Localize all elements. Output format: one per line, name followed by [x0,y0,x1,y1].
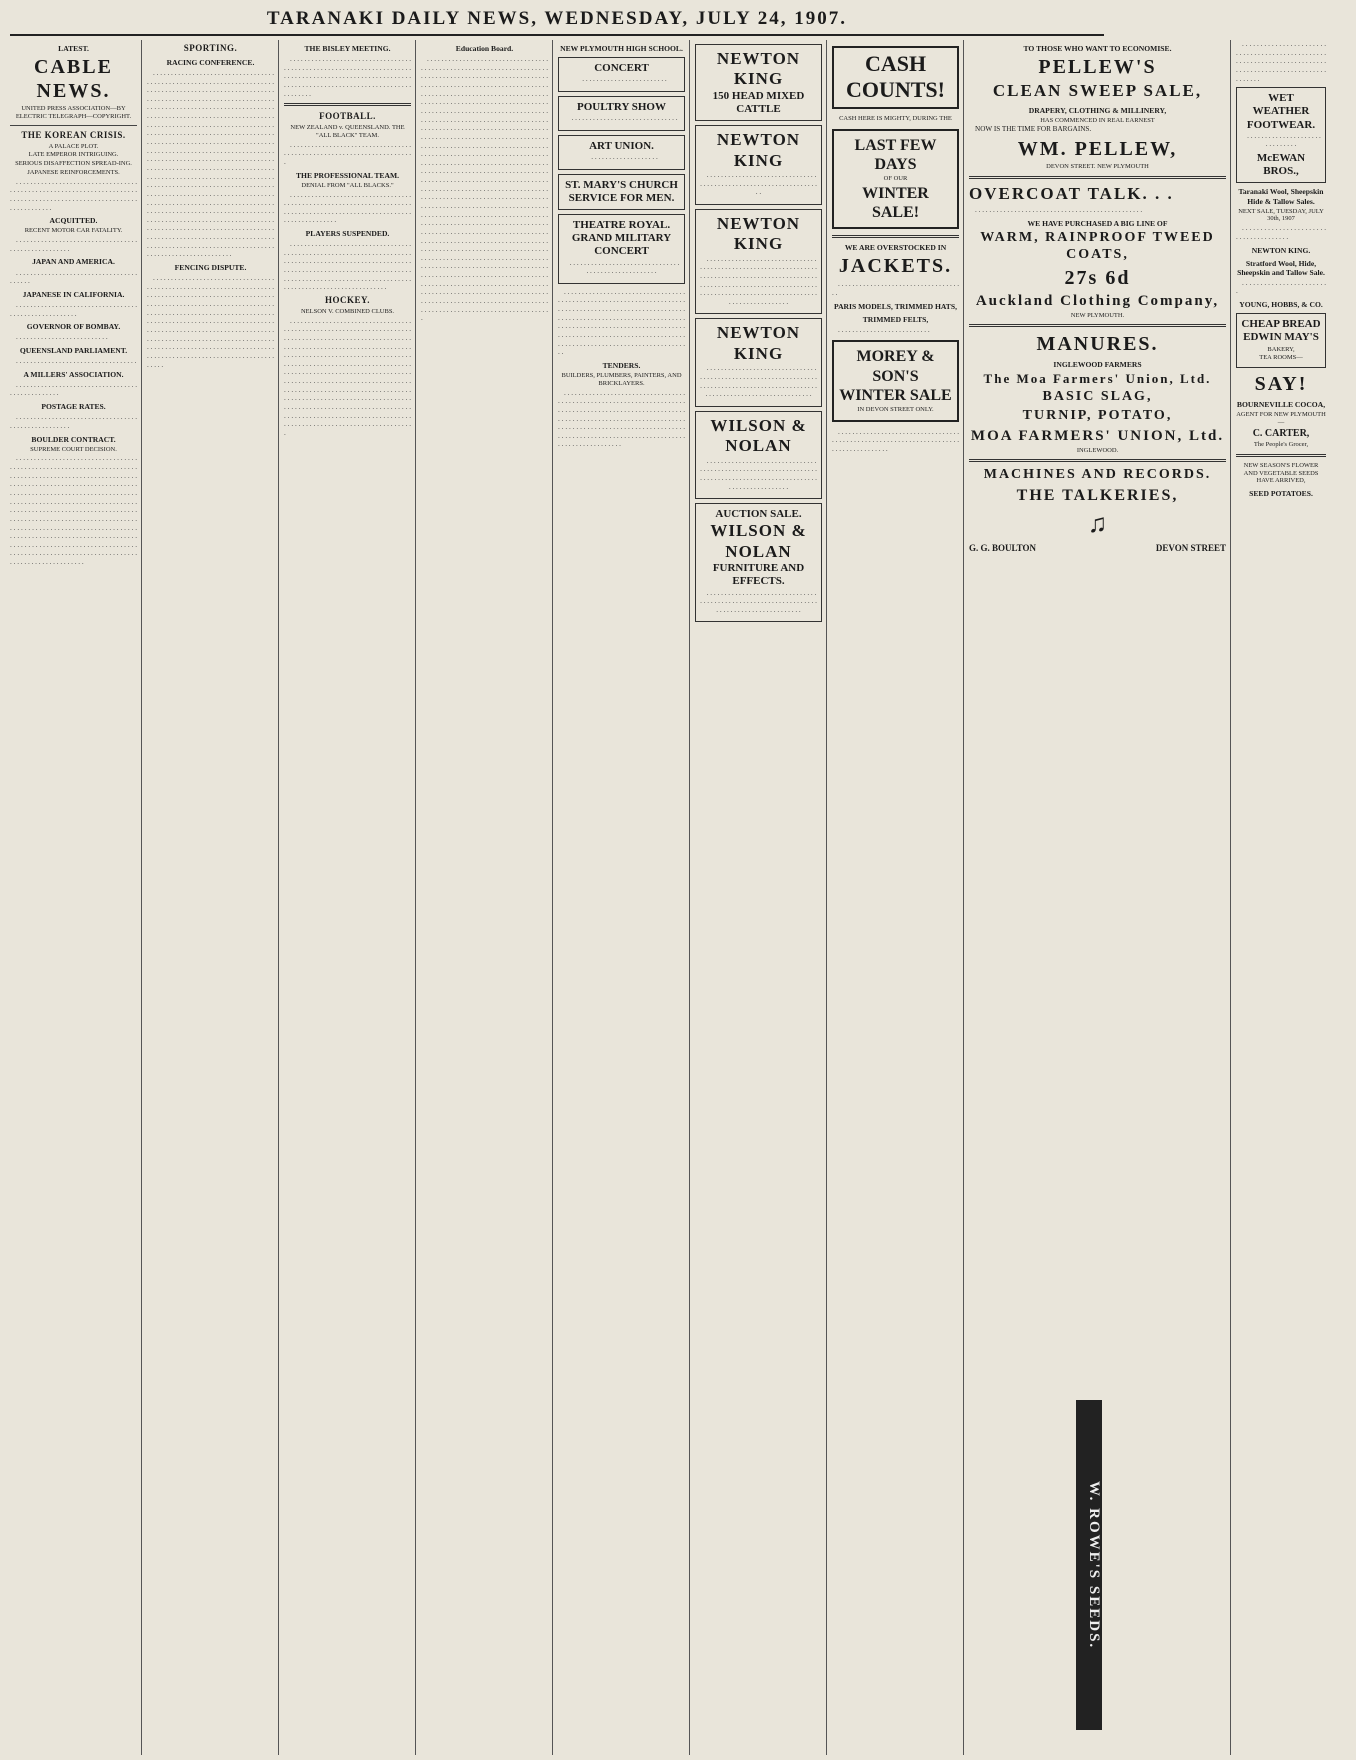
nelson-subheading: NELSON V. COMBINED CLUBS. [300,307,395,315]
clean-sweep-heading: CLEAN SWEEP SALE, [992,81,1203,101]
cable-news-heading: CABLE NEWS. [34,56,113,103]
overcoat-talk: OVERCOAT TALK. . . [969,183,1174,203]
professional-team-heading: THE PROFESSIONAL TEAM. [295,170,400,180]
overstocked-heading: WE ARE OVERSTOCKED IN [844,243,947,253]
sporting-heading: SPORTING. [183,43,238,53]
drapery-heading: DRAPERY, CLOTHING & MILLINERY, [1028,105,1167,115]
poultry-title: POULTRY SHOW [577,100,666,113]
footwear-ad: WET WEATHER FOOTWEAR. . . . . . . . . . . . . . . . . . . . . . . . . . . . . . . McEWAN BROS., [1236,87,1326,183]
tea-rooms: TEA ROOMS— [1259,354,1303,362]
cattle-title: 150 HEAD MIXED CATTLE [712,89,805,115]
say-heading: SAY! [1254,373,1308,396]
wool-sale-heading: Taranaki Wool, Sheepskin Hide & Tallow Sales. [1238,187,1324,206]
column-1: LATEST. CABLE NEWS. UNITED PRESS ASSOCIATION—BY ELECTRIC TELEGRAPH—COPYRIGHT. THE KOREAN CRISIS. A PALACE PLOT. LATE EMPEROR INTRIGUING. SERIOUS DISAFFECTION SPREAD-ING. JAPANESE REINFORCEMENTS. . . . . . . . . . . . . . . . . . . . . . . . . . . . . . . . . . . . . . . . . . . . . . . . . . . . . . . . . . . . . . . . . . . . . . . . . . . . . . . . . . . . . . . . . . . . . . . . . . . . . . . . . . . . . . . . . . . . . ACQUITTED. RECENT MOTOR CAR FATALITY. . . . . . . . . . . . . . . . . . . . . . . . . . . . . . . . . . . . . . . . . . . . . . . . . . . . JAPAN AND AMERICA. . . . . . . . . . . . . . . . . . . . . . . . . . . . . . . . . . . . . . . . . JAPANESE IN CALIFORNIA. . . . . . . . . . . . . . . . . . . . . . . . . . . . . . . . . . . . . . . . . . . . . . . . . . . . . . GOVERNOR OF BOMBAY. . . . . . . . . . . . . . . . . . . . . . . . . . . QUEENSLAND PARLIAMENT. . . . . . . . . . . . . . . . . . . . . . . . . . . . . . . . . . . A MILLERS' ASSOCIATION. . . . . . . . . . . . . . . . . . . . . . . . . . . . . . . . . . . . . . . . . . . . . . . . . POSTAGE RATES. . . . . . . . . . . . . . . . . . . . . . . . . . . . . . . . . . . . . . . . . . . . . . . . . . . . BOULDER CONTRACT. SUPREME COURT DECISION. . . . . . . . . . . . . . . . . . . . . . . . . . . . . . . . . . . . . . . . . . . . . . . . . . . . . . . . . . . . . . . . . . . . . . . . . . . . . . . . . . . . . . . . . . . . . . . . . . . . . . . . . . . . . . . . . . . . . . . . . . . . . . . . . . . . . . . . . . . . . . . . . . . . . . . . . . . . . . . . . . . . . . . . . . . . . . . . . . . . . . . . . . . . . . . . . . . . . . . . . . . . . . . . . . . . . . . . . . . . . . . . . . . . . . . . . . . . . . . . . . . . . . . . . . . . . . . . . . . . . . . . . . . . . . . . . . . . . . . . . . . . . . . . . . . . . . . . . . . . . . . . . . . . . . . . . . . . . . . . . . . . . . . . . . . . . . . . . . . . . . . . . . . . . . . . . . . . . . . . . . . . . . . . . . . . . . . . . . . . . . . . . . . . . . . . . . . . . . . . . . . . . . . . . . . . . . . . . . . . . . . . . . . . . . . . . . . . . . . . . [10,40,142,1755]
column-5: NEW PLYMOUTH HIGH SCHOOL. CONCERT . . . . . . . . . . . . . . . . . . . . . . . . POULTRY SHOW . . . . . . . . . . . . . . . . . . . . . . . . . . . . . . ART UNION. . . . . . . . . . . . . . . . . . . . ST. MARY'S CHURCH SERVICE FOR MEN. THEATRE ROYAL. GRAND MILITARY CONCERT . . . . . . . . . . . . . . . . . . . . . . . . . . . . . . . . . . . . . . . . . . . . . . . . . . . . . . . . . . . . . . . . . . . . . . . . . . . . . . . . . . . . . . . . . . . . . . . . . . . . . . . . . . . . . . . . . . . . . . . . . . . . . . . . . . . . . . . . . . . . . . . . . . . . . . . . . . . . . . . . . . . . . . . . . . . . . . . . . . . . . . . . . . . . . . . . . . . . . . . . . . . . . . . . . . . . . . . . . . . . . . . . . . . . . . . . . . . . . . . . . . . . . . . . . . . . . . . . . . . . . . . . . . . . . . . . . . . . . . . . . . . . . . . . . . . . . . . . . TENDERS. BUILDERS, PLUMBERS, PAINTERS, AND BRICKLAYERS. . . . . . . . . . . . . . . . . . . . . . . . . . . . . . . . . . . . . . . . . . . . . . . . . . . . . . . . . . . . . . . . . . . . . . . . . . . . . . . . . . . . . . . . . . . . . . . . . . . . . . . . . . . . . . . . . . . . . . . . . . . . . . . . . . . . . . . . . . . . . . . . . . . . . . . . . . . . . . . . . . . . . . . . . . . . . . . . . . . . . . . . . . . . . . . . . . . . . . . . . . . . . . . . . . . . . . . . . . . . . . . . . . . . [558,40,690,1755]
economise-heading: TO THOSE WHO WANT TO ECONOMISE. [1023,44,1172,53]
queensland-heading: QUEENSLAND PARLIAMENT. [19,345,128,355]
coat-price: 27s 6d [1064,266,1131,289]
military-concert-title: GRAND MILITARY CONCERT [571,232,672,258]
edwin-mays: EDWIN MAY'S [1243,331,1319,344]
latest-heading: LATEST. [58,44,89,53]
acquitted-subheading: RECENT MOTOR CAR FATALITY. [24,227,123,235]
wm-pellew: WM. PELLEW, [1017,138,1178,161]
column-4: Education Board. . . . . . . . . . . . . . . . . . . . . . . . . . . . . . . . . . . . . . . . . . . . . . . . . . . . . . . . . . . . . . . . . . . . . . . . . . . . . . . . . . . . . . . . . . . . . . . . . . . . . . . . . . . . . . . . . . . . . . . . . . . . . . . . . . . . . . . . . . . . . . . . . . . . . . . . . . . . . . . . . . . . . . . . . . . . . . . . . . . . . . . . . . . . . . . . . . . . . . . . . . . . . . . . . . . . . . . . . . . . . . . . . . . . . . . . . . . . . . . . . . . . . . . . . . . . . . . . . . . . . . . . . . . . . . . . . . . . . . . . . . . . . . . . . . . . . . . . . . . . . . . . . . . . . . . . . . . . . . . . . . . . . . . . . . . . . . . . . . . . . . . . . . . . . . . . . . . . . . . . . . . . . . . . . . . . . . . . . . . . . . . . . . . . . . . . . . . . . . . . . . . . . . . . . . . . . . . . . . . . . . . . . . . . . . . . . . . . . . . . . . . . . . . . . . . . . . . . . . . . . . . . . . . . . . . . . . . . . . . . . . . . . . . . . . . . . . . . . . . . . . . . . . . . . . . . . . . . . . . . . . . . . . . . . . . . . . . . . . . . . . . . . . . . . . . . . . . . . . . . . . . . . . . . . . . . . . . . . . . . . . . . . . . . . . . . . . . . . . . . . . . . . . . . . . . . . . . . . . . . . . . . . . . . . . . . . . . . . . . . . . . . . . . . . . . . . . . . . . . . . . . . . . . . . . . . . . . . . . . . . . . . . . . . . . . . . . . . . . . . . . . . . . . . . . . . . . . . . . . . . . . . . . . . . . . . . . . . . . . . . . . . . . . . . . . . . . . . . . . . . . . . . . . . . . . . . . . . . . . . . . . . . . . . . . . . . . . . . . . . . . . . . . . . . . . . . . . . . . . . . . . . . . . . . . . . . . . . . . . . . . . . . . . . . . . . . . . . . . . . . . . . . . . . . . . . . . . . . . . . . . . . . . . . . . . . . . . . . . . . . . . . . . . . . . . . . . . . . . . . . . . . . . . . . . . . . . . . . . . . . . . . . . . . . . . . . . . . . . . . . . . . . . . . . . . . . . . . . . . . . . . . . . . . . . . . . . . . . . . . . . . . . . . . . . . . . . . . . . . . . . . . . . . . . . . . . . . . . . . . . . . . . . . . . . . [421,40,553,1755]
auckland-location: NEW PLYMOUTH. [1070,311,1125,319]
jackets-heading: JACKETS. [838,255,953,278]
education-board-heading: Education Board. [455,44,514,53]
postage-heading: POSTAGE RATES. [41,402,106,412]
players-suspended-heading: PLAYERS SUSPENDED. [305,229,390,239]
boulton-name: G. G. BOULTON [969,542,1037,553]
japan-america-heading: JAPAN AND AMERICA. [32,257,115,267]
bourneville: BOURNEVILLE COCOA, [1236,400,1326,410]
cash-mighty-line: CASH HERE IS MIGHTY, DURING THE [839,114,952,122]
turnip-potato: TURNIP, POTATO, [1022,407,1173,423]
commenced-line: HAS COMMENCED IN REAL EARNEST [1040,116,1155,124]
column-6 [695,40,827,1755]
service-title: SERVICE FOR MEN. [568,191,675,204]
all-blacks-subheading: NEW ZEALAND v. QUEENSLAND. THE "ALL BLACK" TEAM. [290,124,405,139]
racing-conference-heading: RACING CONFERENCE. [166,57,255,67]
pellews-heading: PELLEW'S [1038,56,1157,79]
carter-name: C. CARTER, [1252,427,1310,439]
column-2: SPORTING. RACING CONFERENCE. . . . . . . . . . . . . . . . . . . . . . . . . . . . . . . . . . . . . . . . . . . . . . . . . . . . . . . . . . . . . . . . . . . . . . . . . . . . . . . . . . . . . . . . . . . . . . . . . . . . . . . . . . . . . . . . . . . . . . . . . . . . . . . . . . . . . . . . . . . . . . . . . . . . . . . . . . . . . . . . . . . . . . . . . . . . . . . . . . . . . . . . . . . . . . . . . . . . . . . . . . . . . . . . . . . . . . . . . . . . . . . . . . . . . . . . . . . . . . . . . . . . . . . . . . . . . . . . . . . . . . . . . . . . . . . . . . . . . . . . . . . . . . . . . . . . . . . . . . . . . . . . . . . . . . . . . . . . . . . . . . . . . . . . . . . . . . . . . . . . . . . . . . . . . . . . . . . . . . . . . . . . . . . . . . . . . . . . . . . . . . . . . . . . . . . . . . . . . . . . . . . . . . . . . . . . . . . . . . . . . . . . . . . . . . . . . . . . . . . . . . . . . . . . . . . . . . . . . . . . . . . . . . . . . . . . . . . . . . . . . . . . . . . . . . . . . . . . . . . . . . . . . . . . . . . . . . . . . . . . . . . . . . . . . . . . . . . . . . . . . . . . . . . . . . . . . . . . . . . . . . . . . . . . . . . . . . . . . . . . . . . . . . . . . . . . . . . . . . . . . . . . . . . . . . . . . . . . . . . . . . . . . . . . . . . . . . . . . . . . . . . . . . . . . . . . . . . . . . . . . . . . . . . . . . . . . . . . . . . . . . . . . . . . . . . . . . . . . . . . . . . . . . . . . . . . . . . . . . . . . . . . . . . . . . . . . . . . . . . . . . . . . . . . . . . . . . . . . . . FENCING DISPUTE. . . . . . . . . . . . . . . . . . . . . . . . . . . . . . . . . . . . . . . . . . . . . . . . . . . . . . . . . . . . . . . . . . . . . . . . . . . . . . . . . . . . . . . . . . . . . . . . . . . . . . . . . . . . . . . . . . . . . . . . . . . . . . . . . . . . . . . . . . . . . . . . . . . . . . . . . . . . . . . . . . . . . . . . . . . . . . . . . . . . . . . . . . . . . . . . . . . . . . . . . . . . . . . . . . . . . . . . . . . . . . . . . . . . . . . . . . . . . . . . . . . . . . . . . . . . . . . . . . . . . . . . . . . . . . . . . . . . . . . . . . . . . . . . . . . . . . . . . . . . . . . . . . . . . . . . . . . . . . . . . . . . . . . . . . . . . . . . . . . . . . . . . . . . . . . . . . . [147,40,279,1755]
art-union-title: ART UNION. [589,139,654,152]
poultry-ad: POULTRY SHOW . . . . . . . . . . . . . . . . . . . . . . . . . . . . . . [558,96,685,131]
column-8: TO THOSE WHO WANT TO ECONOMISE. PELLEW'S CLEAN SWEEP SALE, DRAPERY, CLOTHING & MILLINERY, HAS COMMENCED IN REAL EARNEST NOW IS THE TIME FOR BARGAINS. WM. PELLEW, DEVON STREET. NEW PLYMOUTH OVERCOAT TALK. . . . . . . . . . . . . . . . . . . . . . . . . . . . . . . . . . . . . . . . . . . . . . . . . . WE HAVE PURCHASED A BIG LINE OF WARM, RAINPROOF TWEED COATS, 27s 6d Auckland Clothing Company, NEW PLYMOUTH. MANURES. INGLEWOOD FARMERS The Moa Farmers' Union, Ltd. BASIC SLAG, TURNIP, POTATO, MOA FARMERS' UNION, Ltd. INGLEWOOD. MACHINES AND RECORDS. THE TALKERIES, ♫ G. G. BOULTON DEVON STREET [969,40,1231,1755]
wilson-nolan-title-2: WILSON & NOLAN [710,521,807,561]
purchased-heading: WE HAVE PURCHASED A BIG LINE OF [1027,218,1168,228]
furniture-title: FURNITURE AND EFFECTS. [712,562,805,588]
wilson-nolan-ad-1: WILSON & NOLAN . . . . . . . . . . . . . . . . . . . . . . . . . . . . . . . . . . . . . . . . . . . . . . . . . . . . . . . . . . . . . . . . . . . . . . . . . . . . . . . . . . . . . . . . . . . . . . . . . . . . . . . . . . . . . . . . . . [695,411,822,499]
art-union-ad: ART UNION. . . . . . . . . . . . . . . . . . . . [558,135,685,170]
trimmed-felts-heading: TRIMMED FELTS, [862,314,929,324]
peoples-grocer: The People's Grocer, [1253,440,1309,448]
korean-line-3: SERIOUS DISAFFECTION SPREAD-ING. [15,160,132,168]
newton-king-title-2: NEWTON KING [716,130,801,170]
tenders-heading: TENDERS. [602,360,641,370]
columns [10,40,1326,1755]
winter-sale-title-2: WINTER SALE [839,386,952,404]
winter-sale-title: WINTER SALE! [862,184,929,221]
moa-farmers-big: MOA FARMERS' UNION, Ltd. [970,427,1225,444]
japanese-california-heading: JAPANESE IN CALIFORNIA. [22,289,125,299]
newton-king-ad-4: NEWTON KING . . . . . . . . . . . . . . . . . . . . . . . . . . . . . . . . . . . . . . . . . . . . . . . . . . . . . . . . . . . . . . . . . . . . . . . . . . . . . . . . . . . . . . . . . . . . . . . . . . . . . . . . . . . . . . . . . . . . . . . . . . . . . . . [695,318,822,406]
fencing-dispute-heading: FENCING DISPUTE. [174,263,247,272]
basic-slag: BASIC SLAG, [1042,389,1153,405]
boulton-street: DEVON STREET [1155,542,1226,553]
wilson-nolan-ad-2: AUCTION SALE. WILSON & NOLAN FURNITURE AND EFFECTS. . . . . . . . . . . . . . . . . . . . . . . . . . . . . . . . . . . . . . . . . . . . . . . . . . . . . . . . . . . . . . . . . . . . . . . . . . . . . . . . . . . . . . . . . [695,503,822,622]
auction-sale-title: AUCTION SALE. [715,508,802,521]
newton-king-ad-3: NEWTON KING . . . . . . . . . . . . . . . . . . . . . . . . . . . . . . . . . . . . . . . . . . . . . . . . . . . . . . . . . . . . . . . . . . . . . . . . . . . . . . . . . . . . . . . . . . . . . . . . . . . . . . . . . . . . . . . . . . . . . . . . . . . . . . . . . . . . . . . . . . . . . . . . . . . . . . . . . . . . . . . . . . . . . . . . . . . . . . . . . . . . [695,209,822,315]
football-heading: FOOTBALL. [319,111,376,122]
of-our: OF OUR [883,174,908,182]
footwear-title: WET WEATHER FOOTWEAR. [1246,92,1316,131]
boulton-line [969,543,1226,554]
korean-line-1: A PALACE PLOT. [48,142,99,150]
concert-title: CONCERT [594,62,649,75]
high-school-heading: NEW PLYMOUTH HIGH SCHOOL. [560,44,683,53]
talkeries-heading: THE TALKERIES, [1016,487,1179,505]
paris-models-heading: PARIS MODELS, TRIMMED HATS, [834,301,957,311]
hockey-heading: HOCKEY. [325,295,370,306]
concert-ad: CONCERT . . . . . . . . . . . . . . . . . . . . . . . . [558,57,685,92]
cheap-bread: CHEAP BREAD [1241,318,1321,331]
machines-heading: MACHINES AND RECORDS. [983,467,1212,483]
newton-king-title-4: NEWTON KING [716,323,801,363]
newton-king-title-3: NEWTON KING [716,213,801,254]
millers-heading: A MILLERS' ASSOCIATION. [23,369,124,379]
devon-street-only: IN DEVON STREET ONLY. [857,405,934,413]
supreme-court-subheading: SUPREME COURT DECISION. [30,445,117,453]
morey-sale-box [832,340,959,421]
gramophone-icon: ♫ [1087,509,1108,539]
warm-coats-heading: WARM, RAINPROOF TWEED COATS, [980,229,1215,262]
bisley-heading: THE BISLEY MEETING. [304,44,391,53]
denial-subheading: DENIAL FROM "ALL BLACKS." [301,181,394,189]
theatre-title: THEATRE ROYAL. [572,218,671,231]
now-line: NOW IS THE TIME FOR BARGAINS. [975,125,1092,134]
newton-king-ad-1 [695,44,822,121]
last-few-days: LAST FEW DAYS [854,136,937,173]
bakery: BAKERY, [1267,345,1295,353]
inglewood-farmers: INGLEWOOD FARMERS [1053,360,1142,370]
winter-sale-box [832,129,959,230]
agent-line: AGENT FOR NEW PLYMOUTH— [1236,411,1326,427]
column-3: THE BISLEY MEETING. . . . . . . . . . . . . . . . . . . . . . . . . . . . . . . . . . . . . . . . . . . . . . . . . . . . . . . . . . . . . . . . . . . . . . . . . . . . . . . . . . . . . . . . . . . . . . . . . . . . . . . . . . . . . . . . . . . . . . . . . . . . . . . . . . . . . . . . . . . . . . . . . . . . FOOTBALL. NEW ZEALAND v. QUEENSLAND. THE "ALL BLACK" TEAM. . . . . . . . . . . . . . . . . . . . . . . . . . . . . . . . . . . . . . . . . . . . . . . . . . . . . . . . . . . . . . . . . . . . . . . THE PROFESSIONAL TEAM. DENIAL FROM "ALL BLACKS." . . . . . . . . . . . . . . . . . . . . . . . . . . . . . . . . . . . . . . . . . . . . . . . . . . . . . . . . . . . . . . . . . . . . . . . . . . . . . . . . . . . . . . . . . . . . . . . . . . . . . . . . . . . . . . . . . . . . . . . PLAYERS SUSPENDED. . . . . . . . . . . . . . . . . . . . . . . . . . . . . . . . . . . . . . . . . . . . . . . . . . . . . . . . . . . . . . . . . . . . . . . . . . . . . . . . . . . . . . . . . . . . . . . . . . . . . . . . . . . . . . . . . . . . . . . . . . . . . . . . . . . . . . . . . . . . . . . . . . . . . . . . . . . . . . . . . . . . . . . . . . . . . . . . . . . . . . . . . . . . . . . . . . . . . . . . . . . . HOCKEY. NELSON V. COMBINED CLUBS. . . . . . . . . . . . . . . . . . . . . . . . . . . . . . . . . . . . . . . . . . . . . . . . . . . . . . . . . . . . . . . . . . . . . . . . . . . . . . . . . . . . . . . . . . . . . . . . . . . . . . . . . . . . . . . . . . . . . . . . . . . . . . . . . . . . . . . . . . . . . . . . . . . . . . . . . . . . . . . . . . . . . . . . . . . . . . . . . . . . . . . . . . . . . . . . . . . . . . . . . . . . . . . . . . . . . . . . . . . . . . . . . . . . . . . . . . . . . . . . . . . . . . . . . . . . . . . . . . . . . . . . . . . . . . . . . . . . . . . . . . . . . . . . . . . . . . . . . . . . . . . . . . . . . . . . . . . . . . . . . . . . . . . . . . . . . . . . . . . . . . . . . . . . . . . . . . . . . . . . . . . . . . . . . . . . . . . . . . . . . . . . . . . . . . . . . . . . . . . . . . . . . . . . . . . . . . . . . . . . . . . . . . . . . . . . . . . . . . . . . . . . . . . . . . . . . . . . [284,40,416,1755]
theatre-ad: THEATRE ROYAL. GRAND MILITARY CONCERT . . . . . . . . . . . . . . . . . . . . . . . . . . . . . . . . . . . . . . . . . . . . . . . . . . . [558,214,685,284]
acquitted-heading: ACQUITTED. [49,216,98,226]
boulder-heading: BOULDER CONTRACT. [31,434,116,444]
seed-potatoes: SEED POTATOES. [1249,489,1313,499]
auckland-clothing: Auckland Clothing Company, [975,292,1220,309]
cash-counts-banner: CASH COUNTS! [832,46,959,109]
korean-line-4: JAPANESE REINFORCEMENTS. [27,168,120,176]
next-sale: NEXT SALE, TUESDAY, JULY 30th, 1907 [1238,207,1324,223]
young-hobbs: YOUNG, HOBBS, & CO. [1239,300,1323,310]
pellew-address: DEVON STREET. NEW PLYMOUTH [1046,163,1149,171]
moa-inglewood: INGLEWOOD. [1076,446,1119,454]
morey-title: MOREY & SON'S [856,348,935,385]
rowe-seeds-bar: W. ROWE'S SEEDS. [1076,1400,1102,1730]
new-season-seeds: NEW SEASON'S FLOWER AND VEGETABLE SEEDS HAVE ARRIVED, [1243,461,1319,485]
newton-king-ad-2: NEWTON KING . . . . . . . . . . . . . . . . . . . . . . . . . . . . . . . . . . . . . . . . . . . . . . . . . . . . . . . . . . . . . . . . . . [695,125,822,205]
stratford-sale: Stratford Wool, Hide, Sheepskin and Tallow Sale. [1237,258,1325,277]
manures-heading: MANURES. [1036,333,1159,356]
mcewan-title: McEWAN BROS., [1256,152,1306,178]
st-marys-ad [558,174,685,210]
korean-crisis-heading: THE KOREAN CRISIS. [21,129,126,140]
masthead: TARANAKI DAILY NEWS, WEDNESDAY, JULY 24, 1907. [10,8,1104,36]
wilson-nolan-title-1: WILSON & NOLAN [710,415,807,456]
st-marys-title: ST. MARY'S CHURCH [565,178,678,191]
newton-king-2: NEWTON KING. [1251,245,1311,255]
moa-union: The Moa Farmers' Union, Ltd. [983,371,1212,387]
column-9: . . . . . . . . . . . . . . . . . . . . . . . . . . . . . . . . . . . . . . . . . . . . . . . . . . . . . . . . . . . . . . . . . . . . . . . . . . . . . . . . . . . . . . . . . . . . . . . . . . . . . . . . . WET WEATHER FOOTWEAR. . . . . . . . . . . . . . . . . . . . . . . . . . . . . . . McEWAN BROS., Taranaki Wool, Sheepskin Hide & Tallow Sales. NEXT SALE, TUESDAY, JULY 30th, 1907 . . . . . . . . . . . . . . . . . . . . . . . . . . . . . . . . . . . . . . NEWTON KING. Stratford Wool, Hide, Sheepskin and Tallow Sale. . . . . . . . . . . . . . . . . . . . . . . . . YOUNG, HOBBS, & CO. CHEAP BREAD EDWIN MAY'S BAKERY, TEA ROOMS— SAY! BOURNEVILLE COCOA, AGENT FOR NEW PLYMOUTH— C. CARTER, The People's Grocer, NEW SEASON'S FLOWER AND VEGETABLE SEEDS HAVE ARRIVED, SEED POTATOES. [1236,40,1326,499]
column-7: CASH COUNTS! CASH HERE IS MIGHTY, DURING THE LAST FEW DAYS OF OUR WINTER SALE! WE ARE OVERSTOCKED IN JACKETS. . . . . . . . . . . . . . . . . . . . . . . . . . . . . . . . . . . . . PARIS MODELS, TRIMMED HATS, TRIMMED FELTS, . . . . . . . . . . . . . . . . . . . . . . . . . . MOREY & SON'S WINTER SALE IN DEVON STREET ONLY. . . . . . . . . . . . . . . . . . . . . . . . . . . . . . . . . . . . . . . . . . . . . . . . . . . . . . . . . . . . . . . . . . . . . . . . . . . . . . . . . . . . . . [832,40,964,1755]
governor-heading: GOVERNOR OF BOMBAY. [26,322,121,332]
bricklayers-subheading: BUILDERS, PLUMBERS, PAINTERS, AND BRICKLAYERS. [561,372,682,387]
bread-ad [1236,313,1326,368]
korean-line-2: LATE EMPEROR INTRIGUING. [28,151,119,159]
cable-news-subheading: UNITED PRESS ASSOCIATION—BY ELECTRIC TELEGRAPH—COPYRIGHT. [15,105,132,120]
newton-king-title-1: NEWTON KING [716,49,801,89]
